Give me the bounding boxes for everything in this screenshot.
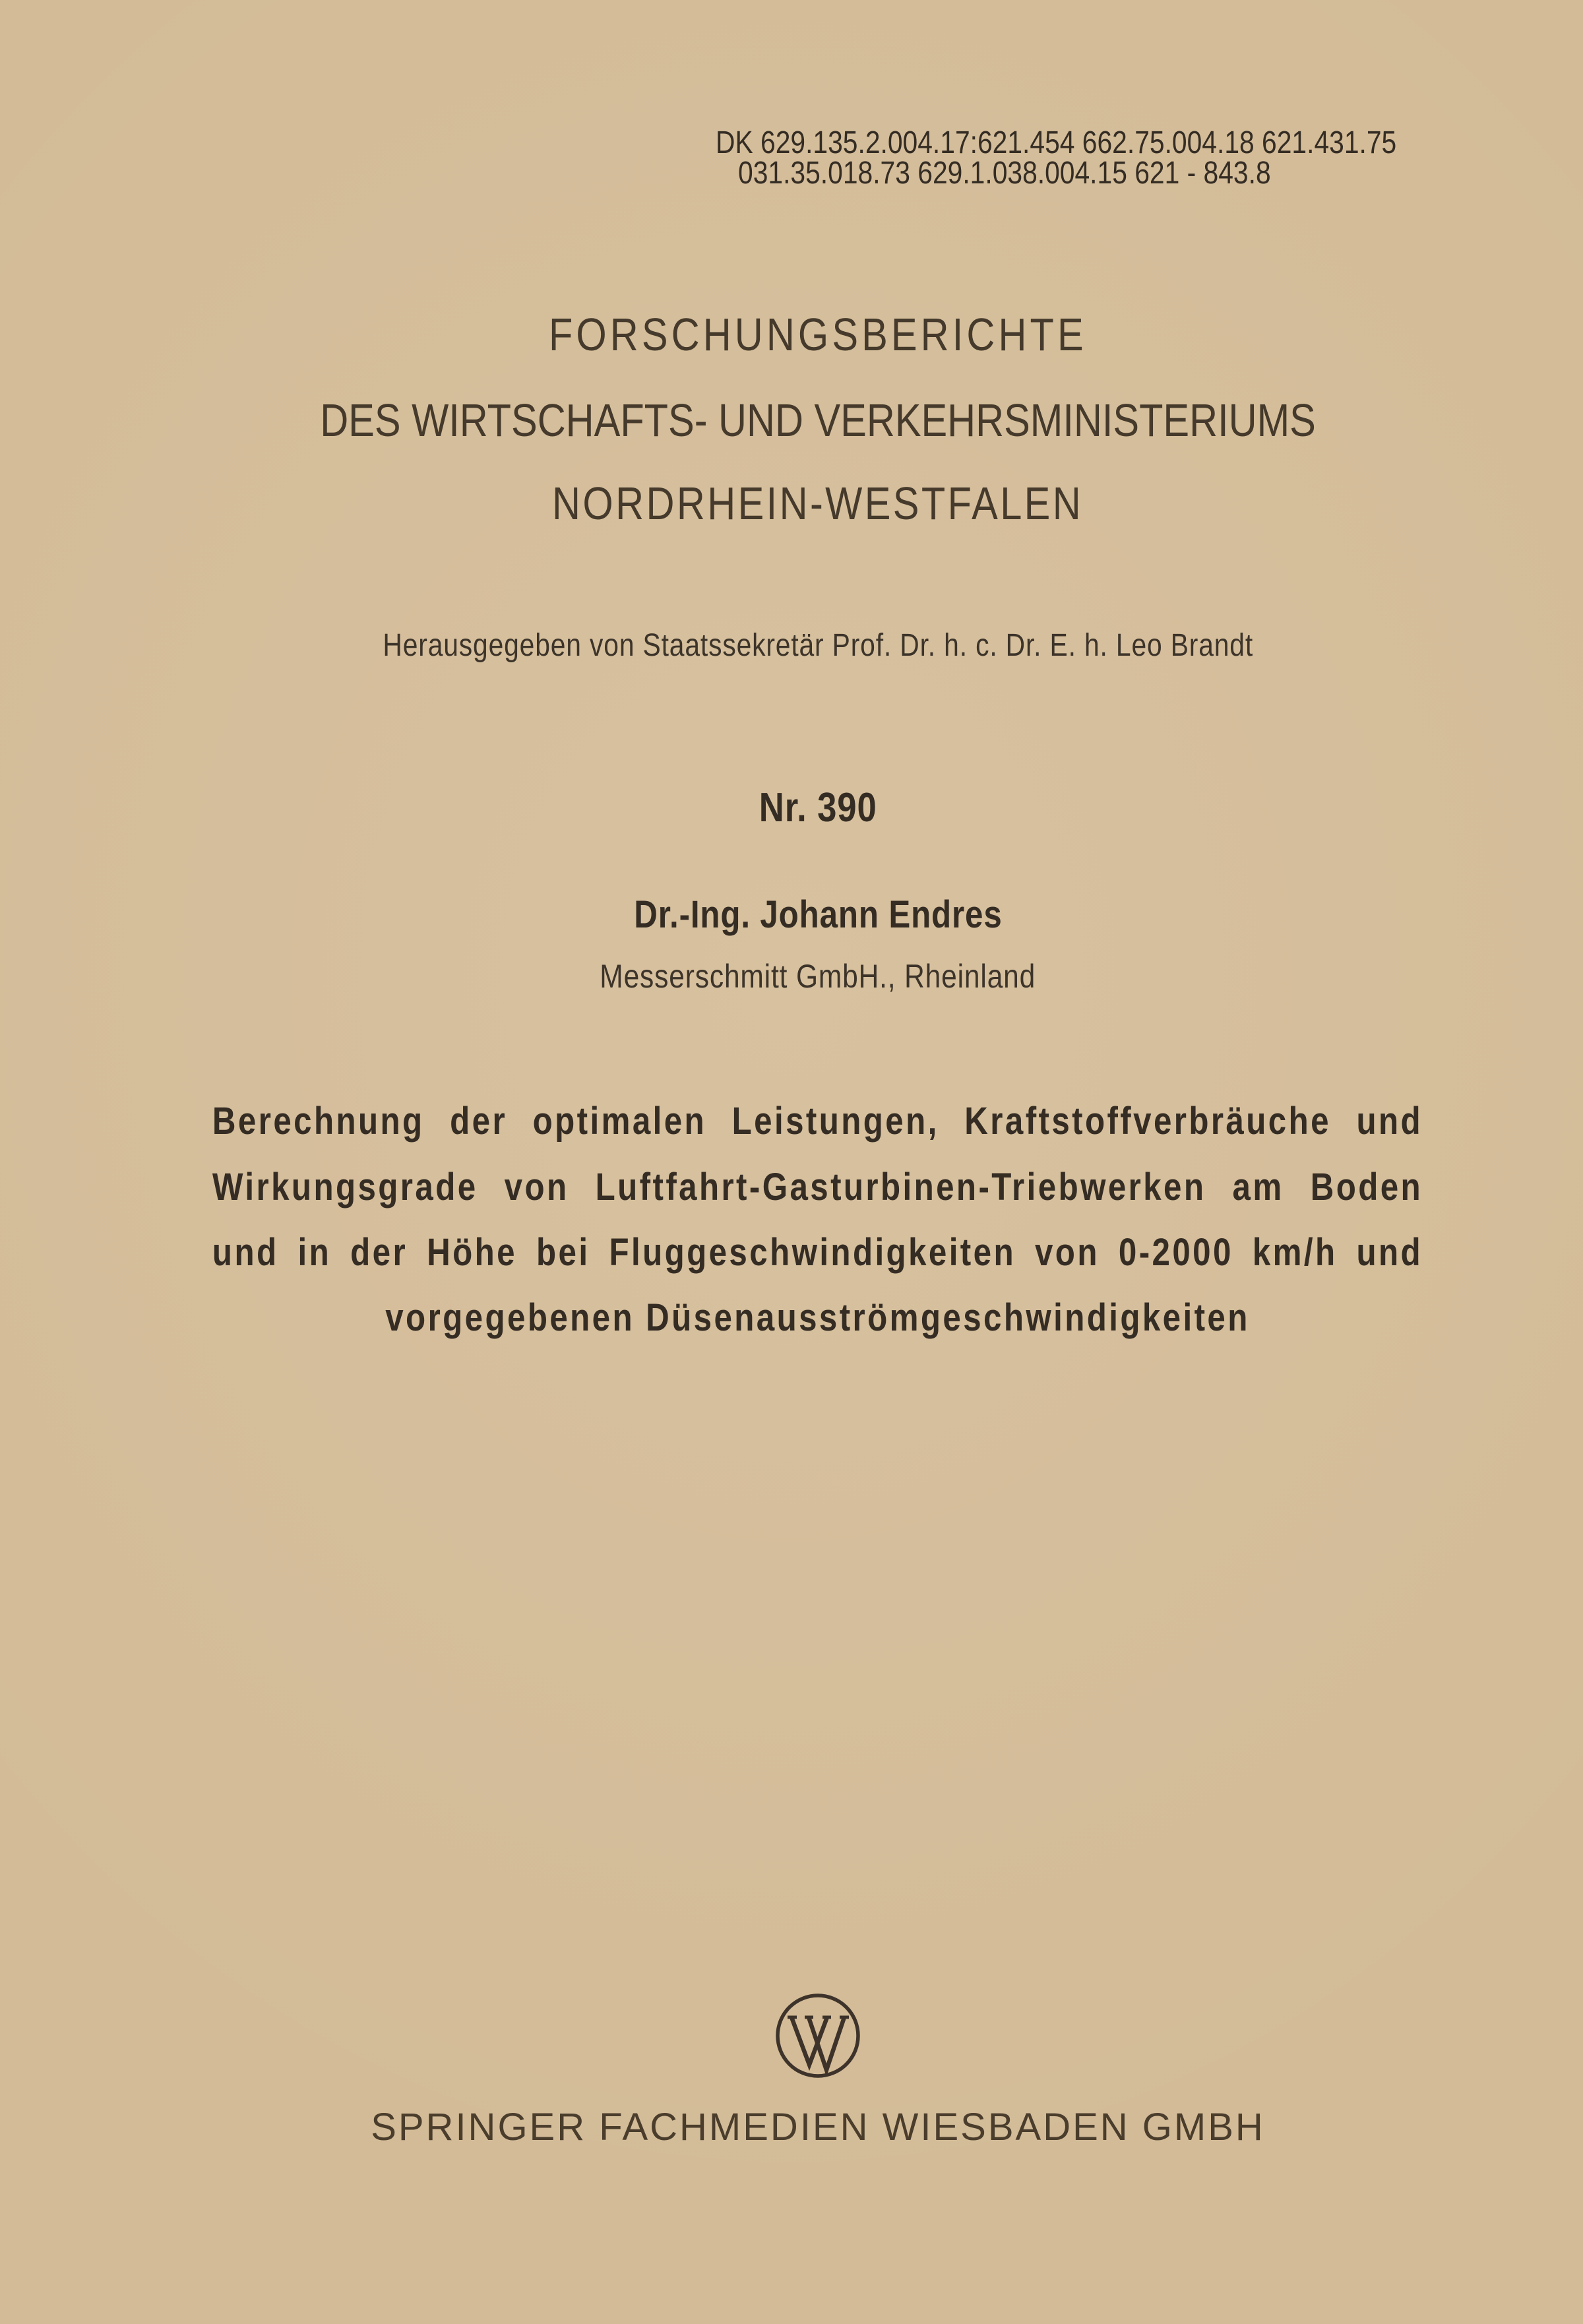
logo-circle — [778, 1995, 858, 2076]
series-header-row-2 — [92, 396, 1543, 446]
dk-classification-line2: 031.35.018.73 629.1.038.004.15 621 - 843.8 — [738, 156, 1271, 191]
main-title-line3: und in der Höhe bei Fluggeschwindigkeiten von 0-2000 km/h und — [212, 1231, 1423, 1274]
vieweg-w-monogram-icon — [772, 1990, 864, 2082]
main-title-line2: Wirkungsgrade von Luftfahrt-Gasturbinen-Triebwerken am Boden — [212, 1166, 1423, 1209]
series-subtitle-state: NORDRHEIN-WESTFALEN — [552, 478, 1084, 529]
publisher-row — [92, 2107, 1543, 2149]
dk-classification — [716, 125, 1516, 191]
series-header-row-3 — [92, 479, 1543, 529]
publisher-name: SPRINGER FACHMEDIEN WIESBADEN GMBH — [371, 2106, 1265, 2149]
author-row — [92, 895, 1543, 936]
publisher-logo — [772, 1990, 864, 2082]
series-title: FORSCHUNGSBERICHTE — [549, 309, 1087, 360]
issue-number: Nr. 390 — [759, 785, 877, 831]
issue-row — [92, 786, 1543, 831]
main-title-line4: vorgegebenen Düsenausströmgeschwindigkeiten — [385, 1296, 1250, 1339]
logo-right-v — [809, 2017, 844, 2070]
main-title-line1: Berechnung der optimalen Leistungen, Kraftstoffverbräuche und — [212, 1100, 1423, 1143]
series-subtitle-ministry: DES WIRTSCHAFTS- UND VERKEHRSMINISTERIUMS — [320, 394, 1316, 446]
affiliation-row — [92, 958, 1543, 994]
series-header-row-1 — [92, 310, 1543, 360]
dk-classification-line1: DK 629.135.2.004.17:621.454 662.75.004.18 621.431.75 — [716, 125, 1397, 160]
editor-row — [92, 629, 1543, 663]
author-affiliation: Messerschmitt GmbH., Rheinland — [600, 958, 1036, 995]
editor-credit: Herausgegeben von Staatssekretär Prof. Dr. h. c. Dr. E. h. Leo Brandt — [383, 628, 1253, 663]
author-name: Dr.-Ing. Johann Endres — [633, 893, 1003, 936]
